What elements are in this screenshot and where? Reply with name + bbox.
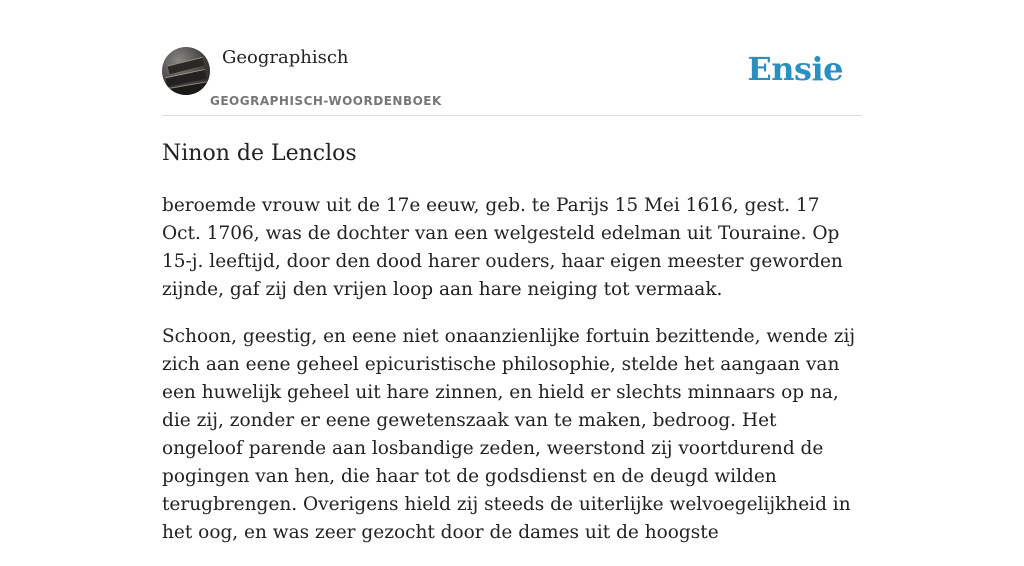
article-body xyxy=(162,192,862,566)
article-title: Ninon de Lenclos xyxy=(162,141,357,166)
publication-slug[interactable]: GEOGRAPHISCH-WOORDENBOEK xyxy=(210,94,442,108)
article-paragraph: beroemde vrouw uit de 17e eeuw, geb. te Parijs 15 Mei 1616, gest. 17 Oct. 1706, was de dochter van een welgesteld edelman uit Touraine. Op 15-j. leeftijd, door den dood harer ouders, haar eigen meester geworden zijnde, gaf zij den vrijen loop aan hare neiging tot vermaak. xyxy=(162,195,843,300)
brand-logo[interactable]: Ensie xyxy=(747,50,843,88)
publication-title[interactable]: Geographisch xyxy=(222,47,349,68)
header xyxy=(162,0,862,116)
article-paragraph: Schoon, geestig, en eene niet onaanzienlijke fortuin bezittende, wende zij zich aan eene geheel epicuristische philosophie, stelde het aangaan van een huwelijk geheel uit hare zinnen, en hield er slechts minnaars op na, die zij, zonder er eene gewetenszaak van te maken, bedroog. Het ongeloof parende aan losbandige zeden, weerstond zij voortdurend de pogingen van hen, die haar tot de godsdienst en de deugd wilden terugbrengen. Overigens hield zij steeds de uiterlijke welvoegelijkheid in het oog, en was zeer gezocht door de dames uit de hoogste xyxy=(162,326,856,543)
page-content xyxy=(162,0,862,543)
publication-avatar[interactable] xyxy=(162,47,210,95)
